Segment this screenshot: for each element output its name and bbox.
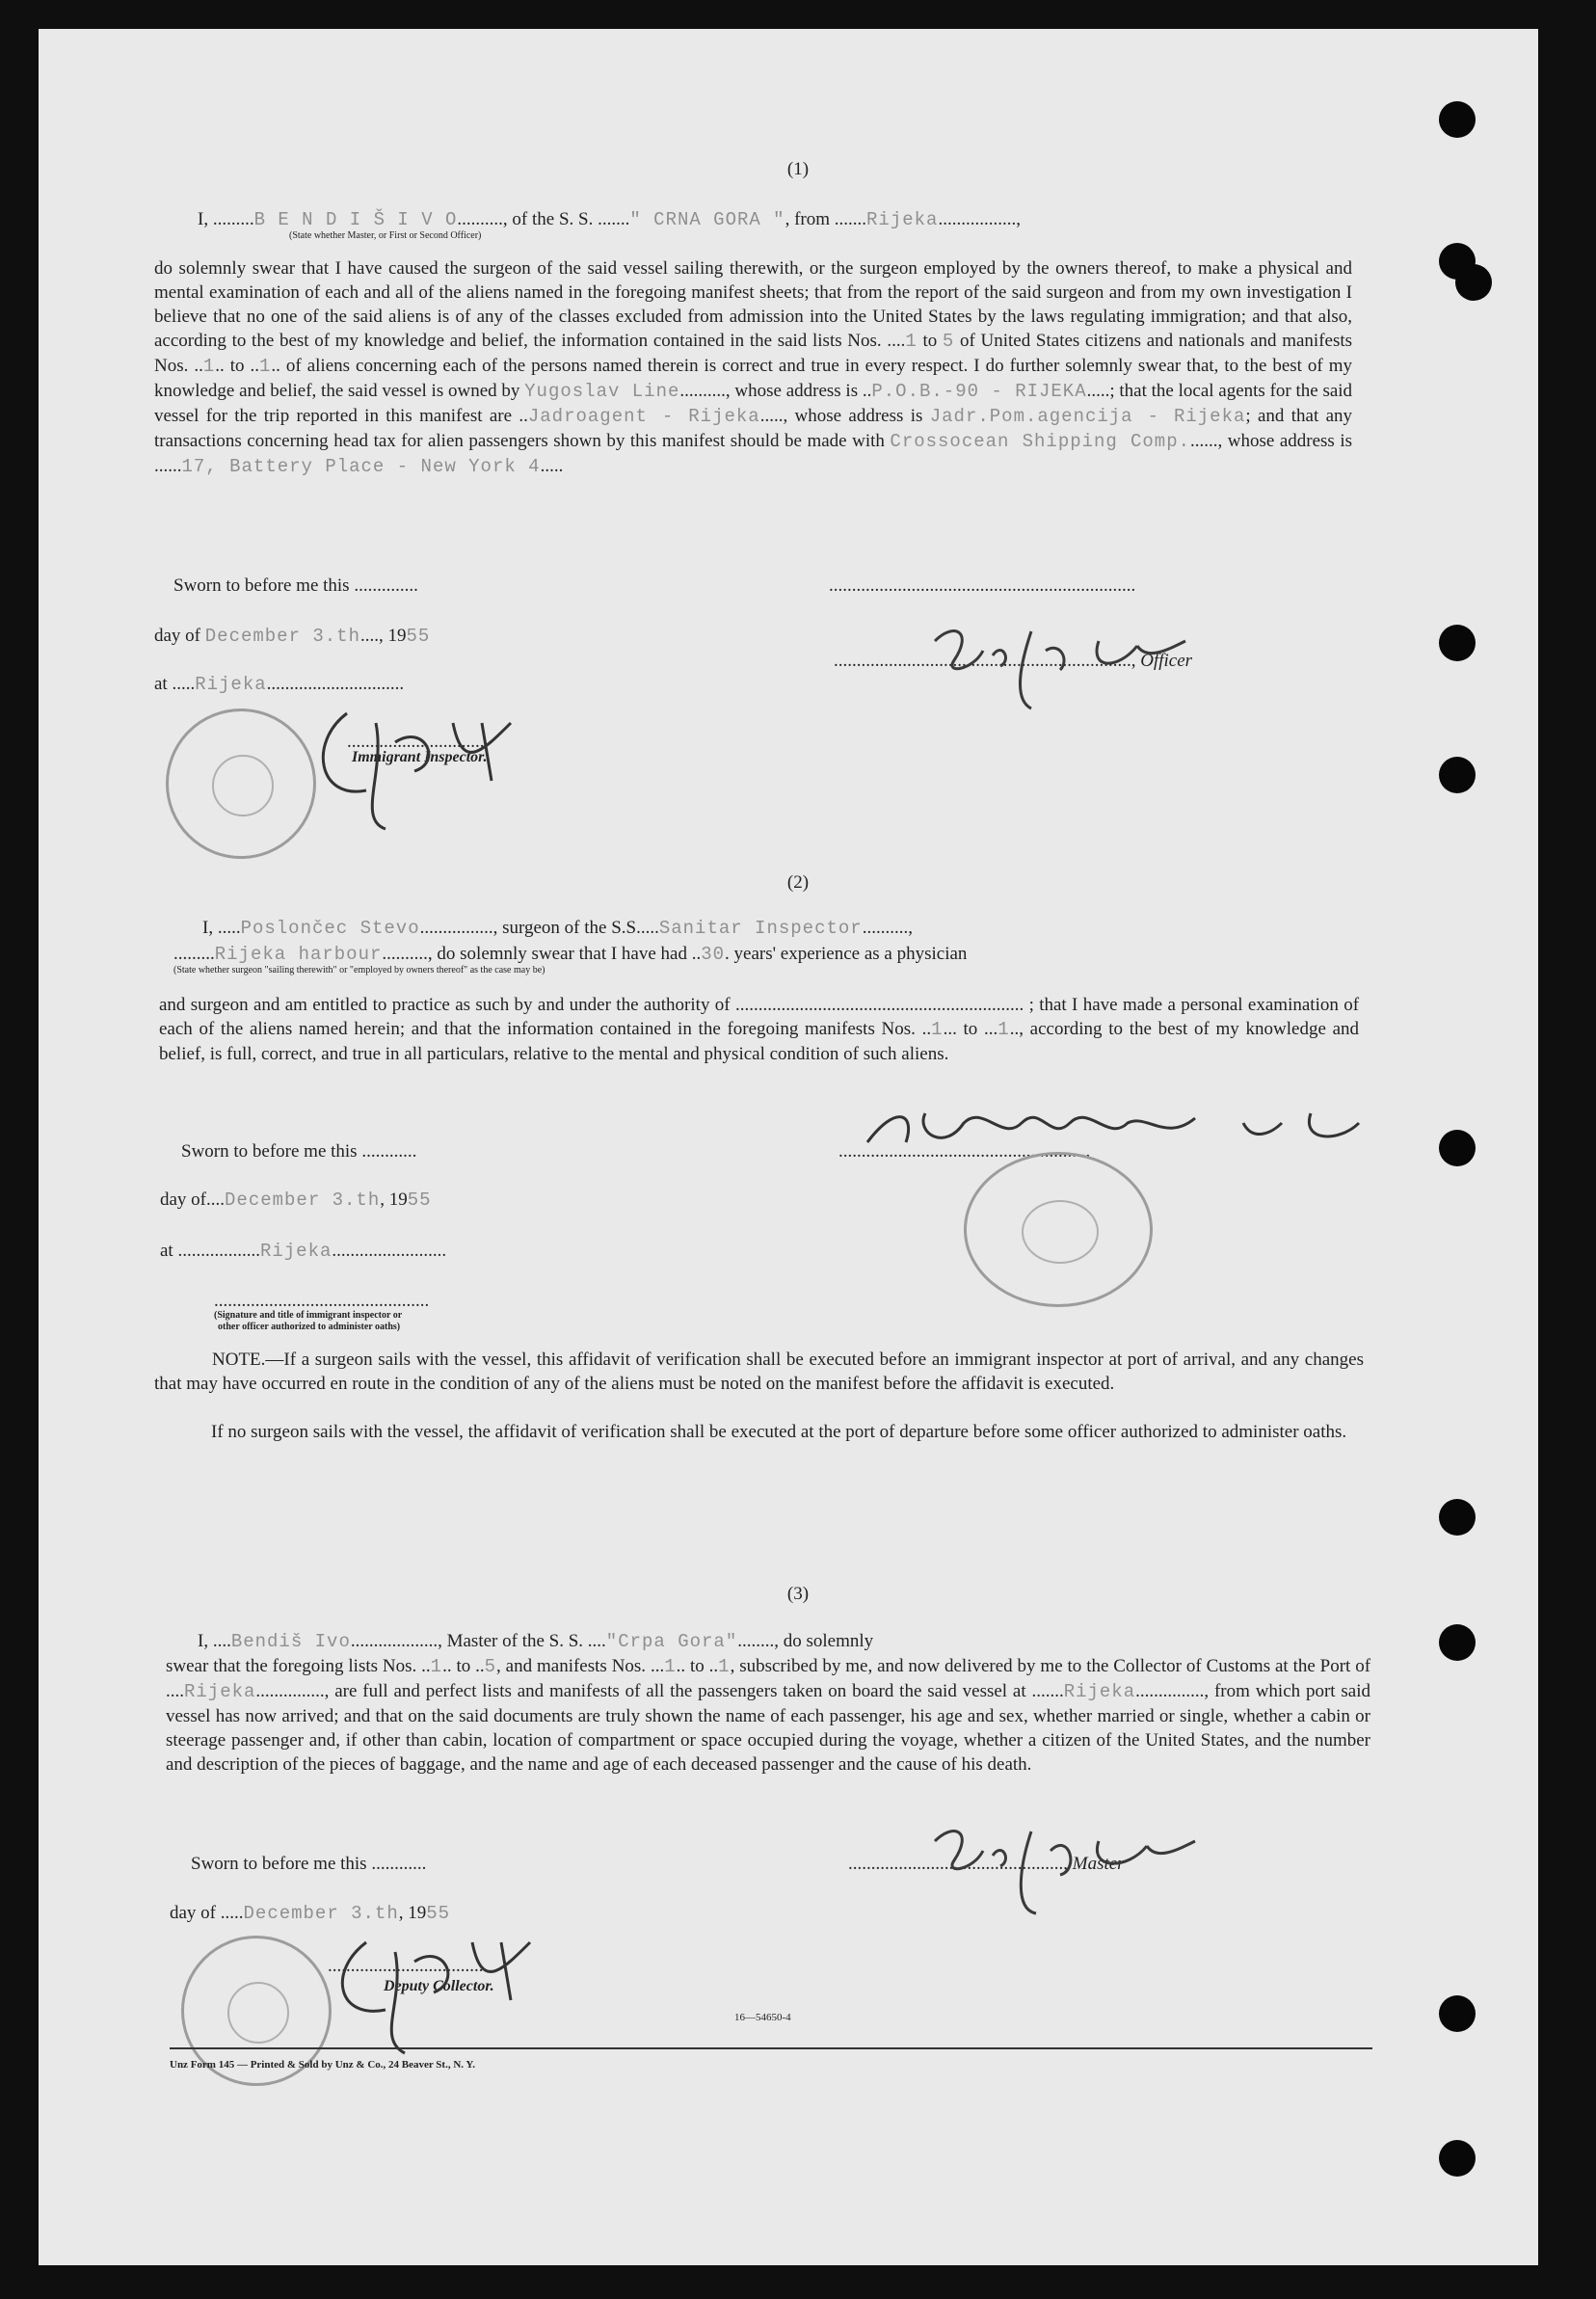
agent-address: Jadr.Pom.agencija - Rijeka bbox=[929, 406, 1246, 427]
form-number: 16—54650-4 bbox=[734, 2012, 791, 2023]
collector-signature bbox=[299, 1904, 588, 2058]
section-3-number: (3) bbox=[786, 1584, 810, 1604]
officer-signature bbox=[916, 602, 1224, 718]
sworn-date-2: day of....December 3.th, 1955 bbox=[160, 1190, 432, 1211]
sworn-line-3: Sworn to before me this ............ bbox=[191, 1854, 427, 1874]
sworn-place-1: at .....Rijeka.............................. bbox=[154, 674, 405, 695]
section-3-opening: I, ....Bendiš Ivo..................., Master of the S. S. ...."Crpa Gora"........, do solemnly bbox=[198, 1631, 874, 1652]
officer-line: ................................................................., Officer bbox=[834, 651, 1193, 671]
years-experience: 30 bbox=[701, 944, 726, 965]
section-2-number: (2) bbox=[786, 872, 810, 893]
departure-port: Rijeka bbox=[866, 209, 939, 230]
collector-dots: ................................... bbox=[328, 1956, 489, 1976]
note-paragraph-1: NOTE.—If a surgeon sails with the vessel, this affidavit of verification shall be executed before an immigrant inspector at port of arrival, and any changes that may have occurred en route in the condition of any of the aliens must be noted on the manifest before the affidavit is executed. bbox=[154, 1350, 1364, 1394]
section-3-body: swear that the foregoing lists Nos. ..1.. to ..5, and manifests Nos. ...1.. to ..1, subscribed by me, and now delivered by me to the Collector of Customs at the Port of ....Rijeka..............., are full and perfect lists and manifests of all the passengers taken on board the said vessel at .......Rijeka..............., from which port said vessel has now arrived; and that on the said documents are truly shown the name of each passenger, his age and sex, whether married or single, whether a cabin or steerage passenger and, if other than cabin, location of compartment or space occupied during the voyage, whether a citizen of the United States, and the number and description of the pieces of baggage, and the name and age of each deceased passenger and the cause of his death. bbox=[166, 1656, 1371, 1775]
harbour-master-stamp bbox=[964, 1152, 1153, 1307]
section-1-number: (1) bbox=[786, 159, 810, 179]
surgeon-role: Sanitar Inspector bbox=[658, 918, 863, 939]
inspector-signature bbox=[289, 684, 578, 839]
section-2-body: and surgeon and am entitled to practice as such by and under the authority of ............................................................... ; that I have made a personal examination of each of the aliens named herein; and that the information contained in the foregoing manifests Nos. ..1... to ...1.., according to the best of my knowledge and belief, is full, correct, and true in all particulars, relative to the mental and physical condition of such aliens. bbox=[159, 995, 1360, 1064]
rank-caption: (State whether Master, or First or Second Officer) bbox=[289, 230, 482, 241]
vessel-owner: Yugoslav Line bbox=[524, 381, 680, 402]
sig-caption-2: other officer authorized to administer oaths) bbox=[218, 1322, 401, 1332]
section-1-opening: I, .........B E N D I Š I V O.........., of the S. S. ......." CRNA GORA ", from .......Rijeka................., bbox=[198, 209, 1021, 230]
master-signature bbox=[916, 1803, 1234, 1928]
officer-signature-dots: ................................................................... bbox=[829, 575, 1136, 596]
head-tax-address: 17, Battery Place - New York 4 bbox=[181, 456, 541, 477]
master-line: ..............................................., Master bbox=[848, 1854, 1125, 1874]
head-tax-agent: Crossocean Shipping Comp. bbox=[890, 431, 1191, 452]
sworn-date-1: day of December 3.th...., 1955 bbox=[154, 626, 431, 647]
surgeon-caption: (State whether surgeon "sailing therewith" or "employed by owners thereof" as the case may be) bbox=[173, 965, 545, 976]
owner-address: P.O.B.-90 - RIJEKA bbox=[871, 381, 1087, 402]
footer-rule bbox=[170, 2047, 1372, 2049]
note-paragraph-2: If no surgeon sails with the vessel, the affidavit of verification shall be executed at the port of departure before some officer authorized to administer oaths. bbox=[211, 1422, 1347, 1442]
surgeon-experience: .........Rijeka harbour.........., do solemnly swear that I have had ..30. years' experience as a physician bbox=[173, 944, 968, 965]
inspector-dots: .............................. bbox=[347, 732, 485, 752]
section-2-opening: I, .....Poslončec Stevo................, surgeon of the S.S.....Sanitar Inspector.........., bbox=[202, 918, 913, 939]
inspector-label: Immigrant Inspector. bbox=[352, 749, 488, 765]
inspector-2-dots: ............................................... bbox=[214, 1291, 430, 1311]
surgeon-name: Poslončec Stevo bbox=[240, 918, 420, 939]
master-vessel: "Crpa Gora" bbox=[605, 1631, 738, 1652]
sworn-line-1: Sworn to before me this .............. bbox=[173, 575, 418, 596]
collector-label: Deputy Collector. bbox=[384, 1978, 494, 1994]
officer-name: B E N D I Š I V O bbox=[253, 209, 458, 230]
surgeon-signature bbox=[858, 1084, 1407, 1171]
local-agents: Jadroagent - Rijeka bbox=[527, 406, 760, 427]
sworn-line-2: Sworn to before me this ............ bbox=[181, 1141, 417, 1162]
sworn-date-3: day of .....December 3.th, 1955 bbox=[170, 1903, 451, 1924]
sworn-date: December 3.th bbox=[204, 626, 360, 647]
sig-caption-1: (Signature and title of immigrant inspector or bbox=[214, 1310, 403, 1321]
surgeon-signature-dots: ....................................................... bbox=[838, 1141, 1091, 1162]
master-name: Bendiš Ivo bbox=[230, 1631, 351, 1652]
section-1-body: do solemnly swear that I have caused the surgeon of the said vessel sailing therewith, or the surgeon employed by the owners thereof, to make a physical and mental examination of each and all of the aliens named in the foregoing manifest sheets; that from the report of the said surgeon and from my own investigation I believe that no one of the said aliens is of any of the classes excluded from admission into the United States by the laws regulating immigration; and that also, according to the best of my knowledge and belief, the information contained in the said lists Nos. ....1 to 5 of United States citizens and nationals and manifests Nos. ..1.. to ..1.. of aliens concerning each of the persons named therein is correct and true in every respect. I do further solemnly swear that, to the best of my knowledge and belief, the said vessel is owned by Yugoslav Line.........., whose address is ..P.O.B.-90 - RIJEKA.....; that the local agents for the said vessel for the trip reported in this manifest are ..Jadroagent - Rijeka....., whose address is Jadr.Pom.agencija - Rijeka; and that any transactions concerning head tax for alien passengers shown by this manifest should be made with Crossocean Shipping Comp......., whose address is ......17, Battery Place - New York 4..... bbox=[154, 258, 1353, 477]
printer-imprint: Unz Form 145 — Printed & Sold by Unz & Co., 24 Beaver St., N. Y. bbox=[170, 2059, 476, 2071]
vessel-name: " CRNA GORA " bbox=[629, 209, 785, 230]
sworn-place-2: at ..................Rijeka......................... bbox=[160, 1241, 447, 1262]
